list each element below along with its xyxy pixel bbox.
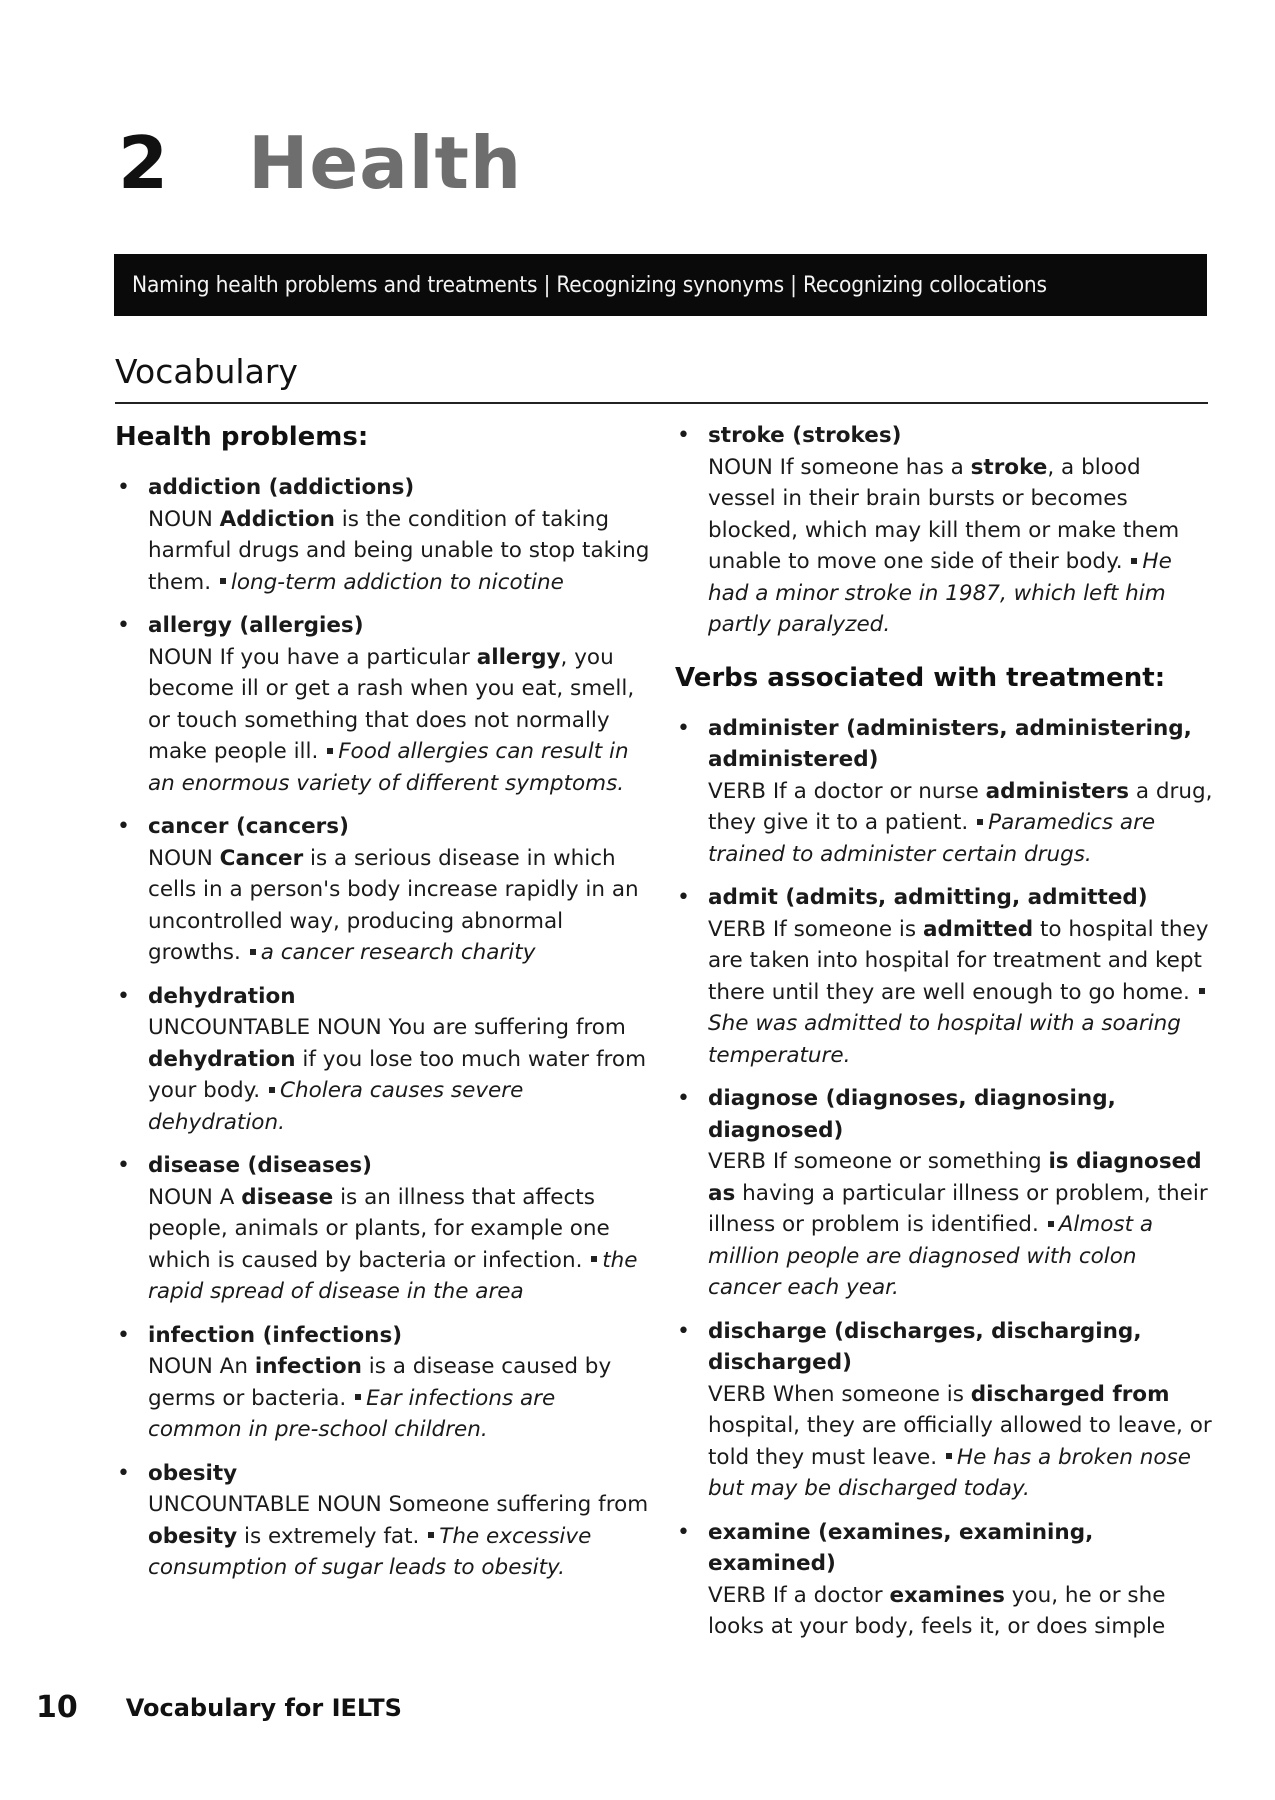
- definition-keyword: Addiction: [219, 506, 335, 532]
- entry-headword: allergy (allergies): [148, 613, 364, 638]
- vocab-entry: [115, 811, 655, 969]
- bullet-icon: •: [117, 475, 130, 500]
- bullet-icon: •: [117, 613, 130, 638]
- subhead-health-problems: Health problems:: [115, 422, 369, 452]
- vocab-entry: [675, 1316, 1215, 1505]
- definition-text: is an illness that affects people, animals or plants, for example one which is caused by bacteria or infection.: [148, 1184, 610, 1273]
- vocab-entry: [115, 1458, 655, 1584]
- part-of-speech: VERB: [708, 1381, 766, 1407]
- definition-text: , a blood vessel in their brain bursts or becomes blocked, which may kill them or make them unable to move one side of their body.: [708, 454, 1180, 574]
- definition-text: If someone or something: [765, 1149, 1049, 1174]
- entry-definition: [708, 452, 1215, 641]
- example-sentence: a cancer research charity: [260, 940, 536, 965]
- topics-banner: Naming health problems and treatments | Recognizing synonyms | Recognizing collocations: [114, 254, 1207, 316]
- part-of-speech: NOUN: [148, 644, 213, 670]
- vocab-entry: [675, 1517, 1215, 1643]
- example-sentence: He had a minor stroke in 1987, which left him partly paralyzed.: [708, 549, 1172, 637]
- entry-definition: [708, 914, 1215, 1072]
- bullet-icon: •: [117, 1153, 130, 1178]
- subhead-treatment-verbs: Verbs associated with treatment:: [675, 662, 1166, 693]
- definition-keyword: disease: [241, 1184, 334, 1210]
- entry-headword: admit (admits, admitting, admitted): [708, 885, 1148, 910]
- example-sentence: the rapid spread of disease in the area: [148, 1247, 638, 1304]
- entry-definition: [148, 1012, 655, 1138]
- entry-headword: addiction (addictions): [148, 475, 415, 500]
- bullet-icon: •: [677, 1318, 690, 1344]
- section-title: Vocabulary: [115, 352, 298, 391]
- part-of-speech: UNCOUNTABLE NOUN: [148, 1492, 382, 1517]
- definition-text: , you become ill or get a rash when you eat, smell, or touch something that does not normally make people ill.: [148, 644, 635, 764]
- definition-text: If a doctor: [765, 1582, 890, 1608]
- definition-text: hospital, they are officially allowed to leave, or told they must leave.: [708, 1413, 1212, 1470]
- bullet-icon: •: [677, 1519, 690, 1545]
- part-of-speech: VERB: [708, 916, 766, 942]
- entry-headword: administer (administers, administering, administered): [708, 715, 1192, 772]
- definition-keyword: admitted: [922, 916, 1034, 942]
- definition-text: If you have a particular: [212, 644, 477, 670]
- definition-text: If someone has a: [772, 454, 971, 480]
- bullet-icon: •: [677, 423, 690, 448]
- definition-keyword: administers: [985, 778, 1130, 804]
- definition-keyword: obesity: [148, 1523, 238, 1549]
- vocab-entry: [115, 472, 655, 598]
- example-marker-icon: [220, 578, 226, 584]
- example-marker-icon: [428, 1532, 434, 1538]
- definition-keyword: Cancer: [219, 845, 304, 871]
- example-sentence: He has a broken nose but may be discharged today.: [708, 1444, 1191, 1501]
- example-sentence: long-term addiction to nicotine: [230, 569, 564, 595]
- bullet-icon: •: [677, 715, 690, 741]
- definition-text: If a doctor or nurse: [765, 778, 986, 804]
- chapter-heading: [118, 118, 522, 208]
- vocab-entry: [675, 882, 1215, 1071]
- part-of-speech: NOUN: [148, 506, 213, 532]
- example-marker-icon: [946, 1453, 952, 1459]
- definition-text: is a serious disease in which cells in a person's body increase rapidly in an uncontrolled way, producing abnormal growths.: [148, 845, 639, 965]
- part-of-speech: NOUN: [148, 1354, 213, 1379]
- bullet-icon: •: [677, 885, 690, 910]
- entry-definition: [708, 1580, 1215, 1643]
- definition-text: is the condition of taking harmful drugs and being unable to stop taking them.: [148, 506, 650, 595]
- definition-text: if you lose too much water from your body.: [148, 1046, 647, 1103]
- example-sentence: Food allergies can result in an enormous variety of different symptoms.: [148, 739, 629, 796]
- entry-headword: obesity: [148, 1460, 238, 1486]
- definition-text: When someone is: [765, 1381, 971, 1407]
- book-title: Vocabulary for IELTS: [125, 1693, 402, 1722]
- bullet-icon: •: [117, 1322, 130, 1348]
- example-marker-icon: [1048, 1221, 1054, 1227]
- bullet-icon: •: [117, 1460, 130, 1486]
- chapter-number: 2: [118, 121, 167, 205]
- definition-text: An: [212, 1354, 255, 1379]
- vocab-entry: [675, 1083, 1215, 1304]
- part-of-speech: VERB: [708, 1149, 766, 1174]
- example-sentence: Almost a million people are diagnosed with colon cancer each year.: [708, 1212, 1154, 1300]
- definition-keyword: discharged from: [970, 1381, 1170, 1407]
- vocab-entry: [675, 713, 1215, 871]
- left-column: [115, 420, 655, 1596]
- page-footer: [36, 1690, 402, 1725]
- example-marker-icon: [591, 1256, 597, 1262]
- definition-keyword: allergy: [476, 644, 561, 670]
- entry-definition: [148, 504, 655, 599]
- definition-keyword: is diagnosed as: [708, 1149, 1202, 1206]
- example-sentence: Ear infections are common in pre-school children.: [148, 1385, 556, 1442]
- part-of-speech: NOUN: [148, 1184, 213, 1210]
- entry-definition: [148, 843, 655, 969]
- entry-headword: infection (infections): [148, 1322, 403, 1348]
- vocab-entry: [115, 981, 655, 1139]
- definition-keyword: infection: [254, 1354, 362, 1379]
- entry-definition: [708, 776, 1215, 871]
- entry-headword: dehydration: [148, 983, 296, 1009]
- definition-text: to hospital they are taken into hospital for treatment and kept there until they are well enough to go home.: [708, 916, 1209, 1005]
- part-of-speech: VERB: [708, 1582, 766, 1608]
- section-divider: [115, 402, 1208, 404]
- entry-headword: discharge (discharges, discharging, discharged): [708, 1318, 1142, 1375]
- example-marker-icon: [250, 949, 256, 955]
- vocab-entry: [115, 1320, 655, 1446]
- definition-text: is a disease caused by germs or bacteria.: [148, 1354, 612, 1411]
- example-marker-icon: [1131, 558, 1137, 564]
- chapter-title: Health: [248, 121, 523, 205]
- example-marker-icon: [977, 819, 983, 825]
- entry-definition: [148, 1489, 655, 1584]
- vocab-entry: [115, 1150, 655, 1308]
- example-marker-icon: [355, 1394, 361, 1400]
- part-of-speech: UNCOUNTABLE NOUN: [148, 1015, 382, 1040]
- bullet-icon: •: [117, 983, 130, 1009]
- part-of-speech: NOUN: [148, 845, 213, 871]
- example-sentence: The excessive consumption of sugar leads to obesity.: [148, 1523, 592, 1580]
- health-problems-list: [115, 472, 655, 1584]
- definition-keyword: examines: [889, 1582, 1005, 1608]
- part-of-speech: VERB: [708, 778, 766, 804]
- definition-text: You are suffering from: [381, 1015, 626, 1040]
- definition-text: Someone suffering from: [381, 1492, 649, 1517]
- definition-text: A: [212, 1184, 242, 1210]
- entry-definition: [148, 642, 655, 800]
- entry-headword: diagnose (diagnoses, diagnosing, diagnosed): [708, 1086, 1116, 1143]
- entry-definition: [708, 1379, 1215, 1505]
- example-sentence: Cholera causes severe dehydration.: [148, 1078, 524, 1135]
- entry-headword: stroke (strokes): [708, 423, 902, 448]
- bullet-icon: •: [677, 1086, 690, 1111]
- bullet-icon: •: [117, 814, 130, 839]
- definition-text: If someone is: [765, 916, 923, 942]
- vocab-entry: [675, 420, 1215, 641]
- treatment-verbs-list: [675, 713, 1215, 1643]
- definition-text: a drug, they give it to a patient.: [708, 778, 1213, 835]
- definition-keyword: dehydration: [148, 1046, 296, 1072]
- entry-headword: examine (examines, examining, examined): [708, 1519, 1094, 1576]
- page-number: 10: [36, 1690, 78, 1725]
- part-of-speech: NOUN: [708, 454, 773, 480]
- entry-definition: [708, 1146, 1215, 1304]
- continued-entries-list: [675, 420, 1215, 641]
- entry-headword: cancer (cancers): [148, 814, 349, 839]
- example-marker-icon: [1199, 988, 1205, 994]
- example-sentence: Paramedics are trained to administer certain drugs.: [708, 810, 1156, 867]
- vocab-entry: [115, 610, 655, 799]
- example-sentence: She was admitted to hospital with a soaring temperature.: [708, 1011, 1181, 1068]
- definition-text: is extremely fat.: [237, 1523, 420, 1549]
- definition-keyword: stroke: [970, 454, 1048, 480]
- example-marker-icon: [269, 1087, 275, 1093]
- entry-definition: [148, 1182, 655, 1308]
- right-column: [675, 420, 1215, 1655]
- example-marker-icon: [327, 748, 333, 754]
- definition-text: you, he or she looks at your body, feels it, or does simple: [708, 1582, 1166, 1639]
- entry-headword: disease (diseases): [148, 1153, 372, 1178]
- entry-definition: [148, 1351, 655, 1446]
- definition-text: having a particular illness or problem, their illness or problem is identified.: [708, 1180, 1208, 1237]
